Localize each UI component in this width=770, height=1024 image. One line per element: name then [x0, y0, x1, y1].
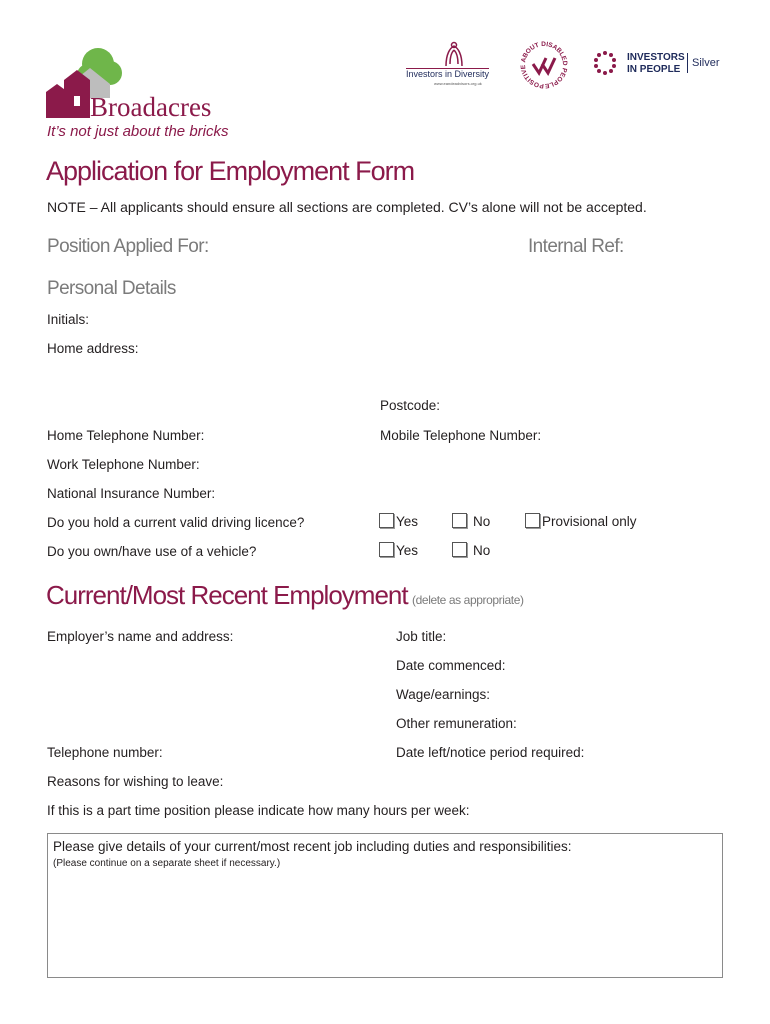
- vehicle-yes-option[interactable]: [379, 542, 418, 558]
- reasons-label: Reasons for wishing to leave:: [47, 774, 224, 789]
- licence-yes-label: Yes: [396, 514, 419, 529]
- broadacres-logo: [40, 40, 260, 145]
- vehicle-no-option[interactable]: [452, 542, 490, 558]
- job-details-note: (Please continue on a separate sheet if necessary.): [53, 858, 281, 869]
- position-applied-label: Position Applied For:: [47, 236, 209, 257]
- licence-provisional-label: Provisional only: [542, 514, 637, 529]
- iip-laurel-icon: [592, 50, 618, 76]
- vehicle-question: Do you own/have use of a vehicle?: [47, 544, 257, 559]
- driving-licence-question: Do you hold a current valid driving licence?: [47, 515, 305, 530]
- form-title: Application for Employment Form: [46, 156, 415, 186]
- iip-divider: [687, 53, 688, 73]
- licence-yes-checkbox[interactable]: [379, 513, 394, 528]
- initials-label: Initials:: [47, 312, 90, 327]
- home-phone-label: Home Telephone Number:: [47, 428, 205, 443]
- positive-ring-text: POSITIVE ABOUT DISABLED PEOPLE: [519, 40, 569, 90]
- vehicle-yes-label: Yes: [396, 543, 419, 558]
- brand-tagline: It’s not just about the bricks: [47, 123, 229, 140]
- mobile-phone-label: Mobile Telephone Number:: [380, 428, 542, 443]
- licence-no-checkbox[interactable]: [452, 513, 467, 528]
- job-title-label: Job title:: [396, 629, 447, 644]
- date-commenced-label: Date commenced:: [396, 658, 506, 673]
- employment-heading-note: (delete as appropriate): [412, 593, 524, 607]
- wage-label: Wage/earnings:: [396, 687, 491, 702]
- investors-in-people-badge: [592, 50, 732, 80]
- internal-ref-label: Internal Ref:: [528, 236, 624, 257]
- licence-no-label: No: [473, 514, 491, 529]
- diversity-name: Investors in Diversity: [406, 69, 490, 79]
- investors-in-diversity-badge: [404, 40, 504, 92]
- employment-heading: Current/Most Recent Employment: [46, 580, 408, 610]
- licence-provisional-checkbox[interactable]: [525, 513, 540, 528]
- postcode-label: Postcode:: [380, 398, 441, 413]
- diversity-url: www.eandeadvisors.org.uk: [434, 81, 482, 86]
- vehicle-yes-checkbox[interactable]: [379, 542, 394, 557]
- positive-about-disabled-people-badge: [516, 40, 572, 90]
- iip-level: Silver: [692, 57, 720, 69]
- iip-line2: IN PEOPLE: [627, 64, 681, 75]
- ni-number-label: National Insurance Number:: [47, 486, 216, 501]
- part-time-label: If this is a part time position please indicate how many hours per week:: [47, 803, 470, 818]
- employment-heading-row: [46, 580, 524, 611]
- licence-no-option[interactable]: [452, 513, 490, 529]
- double-tick-icon: [533, 58, 555, 73]
- employer-label: Employer’s name and address:: [47, 629, 234, 644]
- other-remuneration-label: Other remuneration:: [396, 716, 517, 731]
- vehicle-no-label: No: [473, 543, 491, 558]
- licence-yes-option[interactable]: [379, 513, 418, 529]
- job-details-box[interactable]: [47, 833, 723, 978]
- iip-line1: INVESTORS: [627, 52, 685, 63]
- form-note: NOTE – All applicants should ensure all sections are completed. CV’s alone will not be accepted.: [47, 199, 647, 215]
- licence-provisional-option[interactable]: [525, 513, 637, 529]
- brand-name: Broadacres: [90, 92, 212, 122]
- work-phone-label: Work Telephone Number:: [47, 457, 200, 472]
- job-details-prompt: Please give details of your current/most recent job including duties and responsibilities:: [53, 839, 572, 854]
- home-address-label: Home address:: [47, 341, 139, 356]
- date-left-label: Date left/notice period required:: [396, 745, 585, 760]
- personal-details-heading: Personal Details: [47, 278, 176, 299]
- vehicle-no-checkbox[interactable]: [452, 542, 467, 557]
- telephone-label: Telephone number:: [47, 745, 163, 760]
- diversity-hands-icon: [404, 40, 504, 70]
